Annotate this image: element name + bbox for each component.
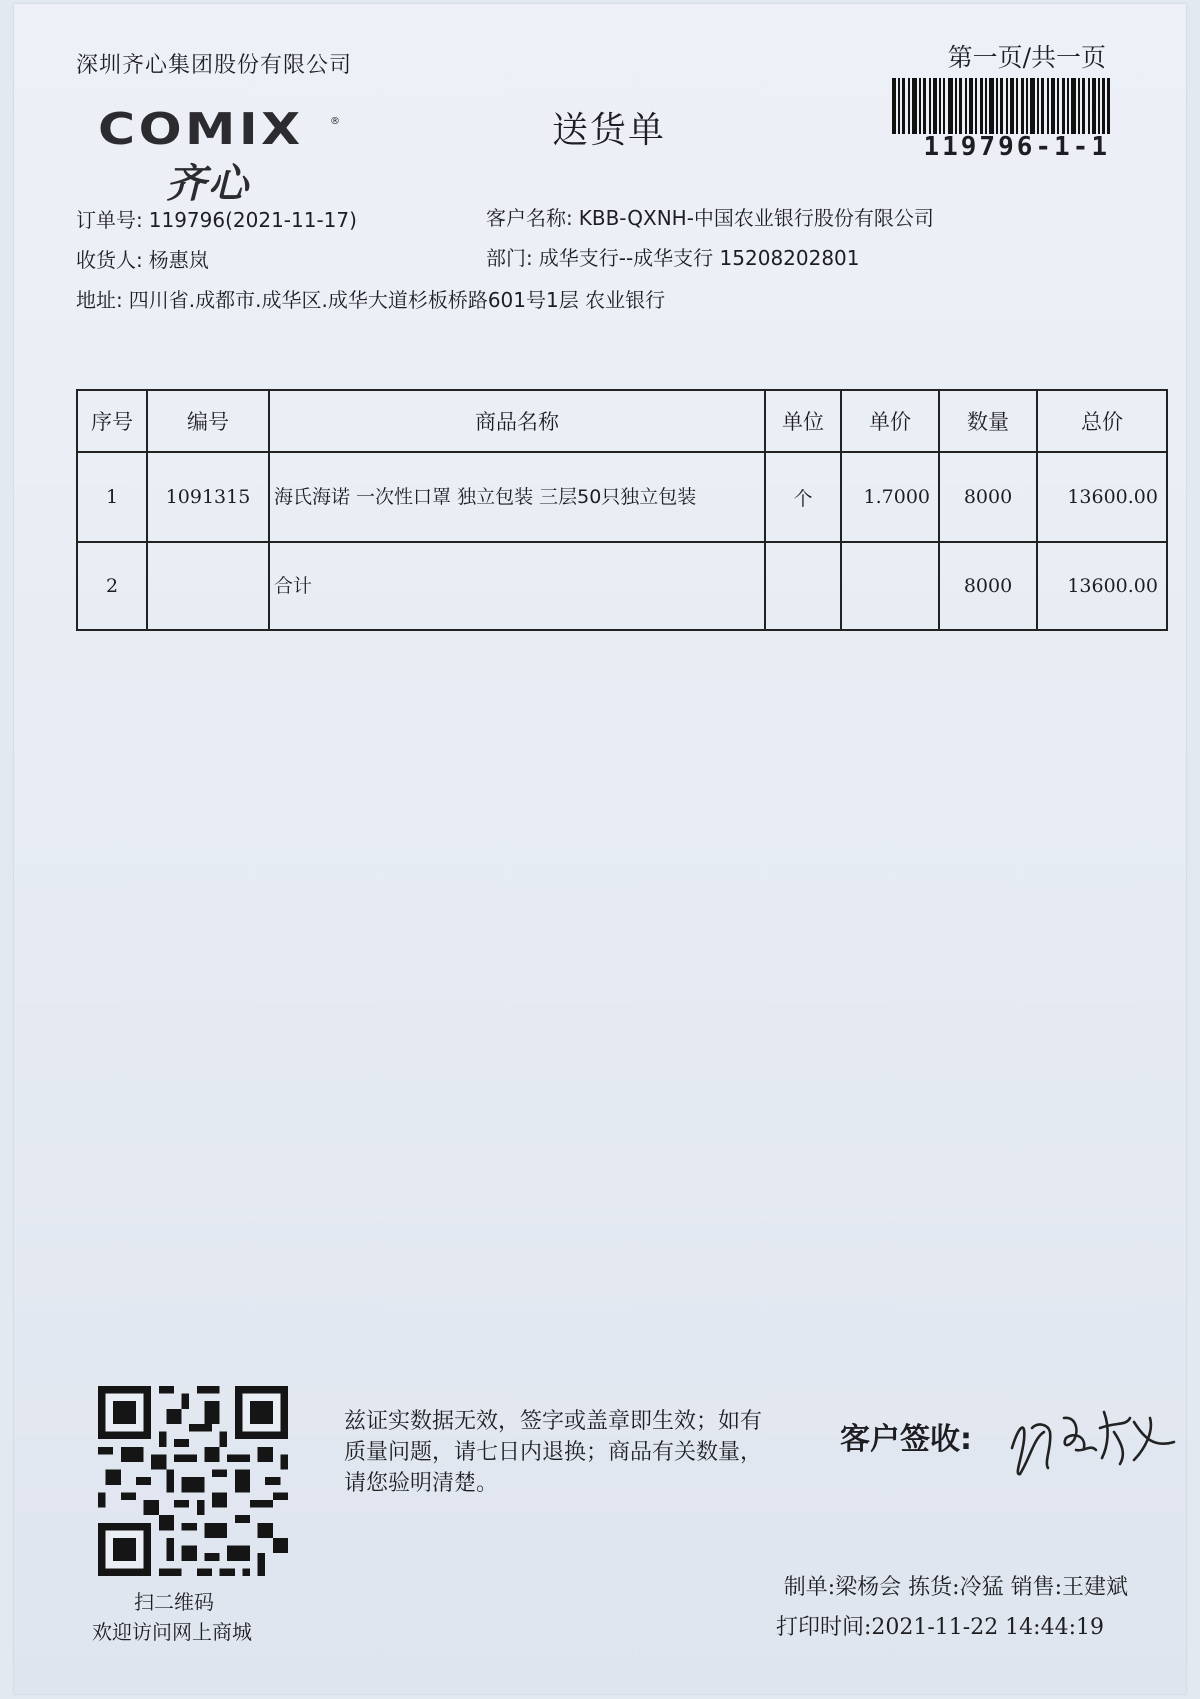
receiver-value: 杨惠岚 <box>148 248 209 272</box>
handwritten-signature <box>1004 1388 1184 1484</box>
cell-seq: 1 <box>77 452 147 542</box>
items-table <box>76 389 1168 631</box>
cell-unit: 个 <box>765 452 841 542</box>
cell-product-name: 合计 <box>269 542 765 630</box>
notice-text: 兹证实数据无效，签字或盖章即生效；如有质量问题，请七日内退换；商品有关数量，请您验明清楚。 <box>344 1409 763 1496</box>
order-number-field <box>76 204 357 233</box>
order-number-label: 订单号: <box>76 208 143 232</box>
customer-name-label: 客户名称: <box>486 206 573 230</box>
logo-text-en: COMIX <box>98 104 304 155</box>
staff-line: 制单:梁杨会 拣货:冷猛 销售:王建斌 <box>783 1575 1128 1600</box>
qr-caption-scan: 扫二维码 <box>134 1590 214 1614</box>
barcode-icon <box>892 78 1110 134</box>
address-field <box>76 284 665 313</box>
cell-seq: 2 <box>77 542 147 630</box>
cell-quantity: 8000 <box>939 542 1037 630</box>
order-number-value: 119796(2021-11-17) <box>148 208 357 232</box>
print-time: 打印时间:2021-11-22 14:44:19 <box>775 1615 1104 1640</box>
cell-product-name: 海氏海诺 一次性口罩 独立包装 三层50只独立包装 <box>269 452 765 542</box>
table-header-row <box>77 390 1167 452</box>
table-row-total <box>77 542 1167 630</box>
customer-name-value: KBB-QXNH-中国农业银行股份有限公司 <box>578 206 934 230</box>
delivery-note-sheet <box>14 4 1186 1694</box>
cell-code: 1091315 <box>147 452 269 542</box>
cell-unit-price: 1.7000 <box>841 452 939 542</box>
logo-text-cn: 齐心 <box>166 161 250 207</box>
cell-total: 13600.00 <box>1037 542 1167 630</box>
department-field <box>486 242 860 271</box>
address-label: 地址: <box>76 288 123 312</box>
column-header-code: 编号 <box>147 390 269 452</box>
address-value: 四川省.成都市.成华区.成华大道杉板桥路601号1层 农业银行 <box>128 288 666 312</box>
barcode-number: 119796-1-1 <box>923 132 1110 162</box>
qr-code-icon <box>98 1386 288 1576</box>
document-title: 送货单 <box>552 110 667 151</box>
cell-unit <box>765 542 841 630</box>
department-label: 部门: <box>486 246 533 270</box>
receiver-field <box>76 244 209 273</box>
comix-logo <box>98 104 340 207</box>
column-header-quantity: 数量 <box>939 390 1037 452</box>
column-header-unit-price: 单价 <box>841 390 939 452</box>
cell-total: 13600.00 <box>1037 452 1167 542</box>
column-header-seq: 序号 <box>77 390 147 452</box>
column-header-product: 商品名称 <box>269 390 765 452</box>
cell-unit-price <box>841 542 939 630</box>
customer-name-field <box>486 202 934 231</box>
company-name: 深圳齐心集团股份有限公司 <box>76 53 353 78</box>
customer-signature-label: 客户签收: <box>840 1422 972 1457</box>
table-row <box>77 452 1167 542</box>
department-value: 成华支行--成华支行 15208202801 <box>538 246 860 270</box>
receiver-label: 收货人: <box>76 248 143 272</box>
qr-caption-shop: 欢迎访问网上商城 <box>92 1620 252 1644</box>
page-indicator: 第一页/共一页 <box>947 43 1106 72</box>
column-header-total: 总价 <box>1037 390 1167 452</box>
cell-quantity: 8000 <box>939 452 1037 542</box>
column-header-unit: 单位 <box>765 390 841 452</box>
registered-mark-icon: ® <box>330 116 340 127</box>
cell-code <box>147 542 269 630</box>
